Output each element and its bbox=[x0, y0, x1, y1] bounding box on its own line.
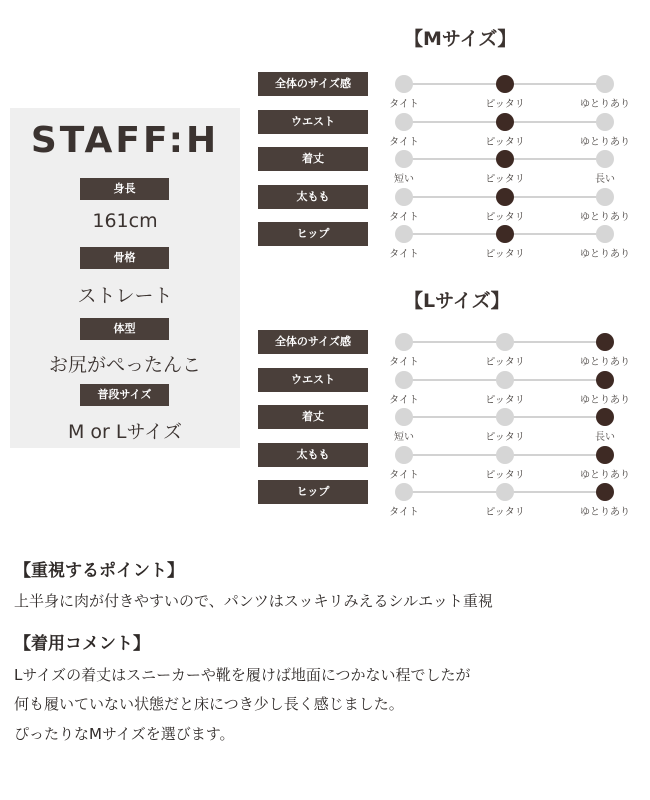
selected-dot bbox=[596, 483, 614, 501]
scale-option-label: タイト bbox=[389, 394, 419, 406]
l-size-title: 【Lサイズ】 bbox=[404, 290, 510, 312]
scale-option-label: タイト bbox=[389, 136, 419, 148]
row-label: 全体のサイズ感 bbox=[258, 330, 368, 354]
row-label: 太もも bbox=[258, 185, 368, 209]
scale-option-label: ピッタリ bbox=[485, 136, 525, 148]
row-label: ウエスト bbox=[258, 368, 368, 392]
scale-option-label: ピッタリ bbox=[485, 99, 525, 110]
selected-dot bbox=[496, 225, 514, 243]
row-label: 着丈 bbox=[258, 405, 368, 429]
scale-dot bbox=[596, 75, 614, 93]
scale-option-label: タイト bbox=[389, 507, 419, 518]
scale-option-label: タイト bbox=[389, 469, 419, 481]
scale-option-label: ゆとりあり bbox=[580, 357, 630, 368]
selected-dot bbox=[596, 408, 614, 426]
scale-option-label: ピッタリ bbox=[485, 357, 525, 368]
scale-option-label: ゆとりあり bbox=[580, 211, 630, 223]
selected-dot bbox=[596, 446, 614, 464]
scale-option-label: ピッタリ bbox=[485, 249, 525, 260]
scale-option-label: ピッタリ bbox=[485, 174, 525, 185]
scale-dot bbox=[395, 446, 413, 464]
scale-option-label: ゆとりあり bbox=[580, 394, 630, 406]
staff-card bbox=[10, 108, 240, 448]
scale-dot bbox=[596, 225, 614, 243]
usual-size-tag: 普段サイズ bbox=[80, 384, 169, 406]
scale-dot bbox=[496, 333, 514, 351]
scale-option-label: ゆとりあり bbox=[580, 469, 630, 481]
scale-dot bbox=[496, 371, 514, 389]
fit-scale bbox=[386, 75, 630, 110]
body-type-value: お尻がぺったんこ bbox=[48, 354, 201, 376]
m-size-title: 【Mサイズ】 bbox=[404, 28, 517, 50]
scale-option-label: 短い bbox=[394, 432, 414, 443]
scale-dot bbox=[496, 483, 514, 501]
scale-dot bbox=[395, 188, 413, 206]
height-tag: 身長 bbox=[80, 178, 169, 200]
scale-option-label: ゆとりあり bbox=[580, 99, 630, 110]
scale-dot bbox=[395, 371, 413, 389]
scale-option-label: タイト bbox=[389, 249, 419, 260]
comment-line: Lサイズの着丈はスニーカーや靴を履けば地面につかない程でしたが bbox=[14, 666, 471, 684]
usual-size-value: M or Lサイズ bbox=[68, 421, 182, 443]
comment-line: 何も履いていない状態だと床につき少し長く感じました。 bbox=[14, 695, 404, 713]
staff-title: STAFF:H bbox=[30, 120, 220, 161]
scale-option-label: ピッタリ bbox=[485, 432, 525, 443]
scale-option-label: 短い bbox=[394, 174, 414, 185]
row-label: 着丈 bbox=[258, 147, 368, 171]
scale-option-label: 長い bbox=[595, 174, 615, 185]
fit-scale bbox=[386, 408, 622, 443]
fit-scale bbox=[386, 150, 622, 185]
fit-scale bbox=[386, 371, 630, 406]
selected-dot bbox=[496, 150, 514, 168]
frame-value: ストレート bbox=[77, 285, 173, 307]
height-value: 161cm bbox=[92, 210, 158, 232]
body-type-tag: 体型 bbox=[80, 318, 169, 340]
scale-dot bbox=[395, 333, 413, 351]
selected-dot bbox=[496, 188, 514, 206]
row-label: 太もも bbox=[258, 443, 368, 467]
scale-dot bbox=[596, 113, 614, 131]
fit-scale bbox=[386, 188, 630, 223]
scale-option-label: ピッタリ bbox=[485, 211, 525, 223]
scale-option-label: 長い bbox=[595, 432, 615, 443]
fit-scale bbox=[386, 113, 630, 148]
row-label: 全体のサイズ感 bbox=[258, 72, 368, 96]
scale-option-label: ピッタリ bbox=[485, 469, 525, 481]
scale-option-label: タイト bbox=[389, 211, 419, 223]
selected-dot bbox=[596, 333, 614, 351]
scale-dot bbox=[596, 150, 614, 168]
fit-scale bbox=[386, 333, 630, 368]
points-text: 上半身に肉が付きやすいので、パンツはスッキリみえるシルエット重視 bbox=[14, 592, 493, 610]
scale-dot bbox=[395, 150, 413, 168]
row-label: ヒップ bbox=[258, 480, 368, 504]
scale-dot bbox=[395, 225, 413, 243]
fit-scale bbox=[386, 225, 630, 260]
scale-option-label: ピッタリ bbox=[485, 394, 525, 406]
scale-option-label: タイト bbox=[389, 99, 419, 110]
fit-scale bbox=[386, 483, 630, 518]
scale-dot bbox=[496, 446, 514, 464]
scale-dot bbox=[395, 408, 413, 426]
fit-scale bbox=[386, 446, 630, 481]
scale-option-label: ゆとりあり bbox=[580, 249, 630, 260]
scale-dot bbox=[496, 408, 514, 426]
comment-heading: 【着用コメント】 bbox=[14, 634, 150, 654]
row-label: ヒップ bbox=[258, 222, 368, 246]
scale-option-label: タイト bbox=[389, 357, 419, 368]
scale-dot bbox=[596, 188, 614, 206]
frame-tag: 骨格 bbox=[80, 247, 169, 269]
selected-dot bbox=[596, 371, 614, 389]
scale-dot bbox=[395, 113, 413, 131]
selected-dot bbox=[496, 75, 514, 93]
scale-option-label: ゆとりあり bbox=[580, 507, 630, 518]
scale-dot bbox=[395, 483, 413, 501]
scale-option-label: ゆとりあり bbox=[580, 136, 630, 148]
row-label: ウエスト bbox=[258, 110, 368, 134]
scale-option-label: ピッタリ bbox=[485, 507, 525, 518]
scale-dot bbox=[395, 75, 413, 93]
selected-dot bbox=[496, 113, 514, 131]
points-heading: 【重視するポイント】 bbox=[14, 561, 184, 581]
comment-line: ぴったりなMサイズを選びます。 bbox=[14, 725, 235, 743]
